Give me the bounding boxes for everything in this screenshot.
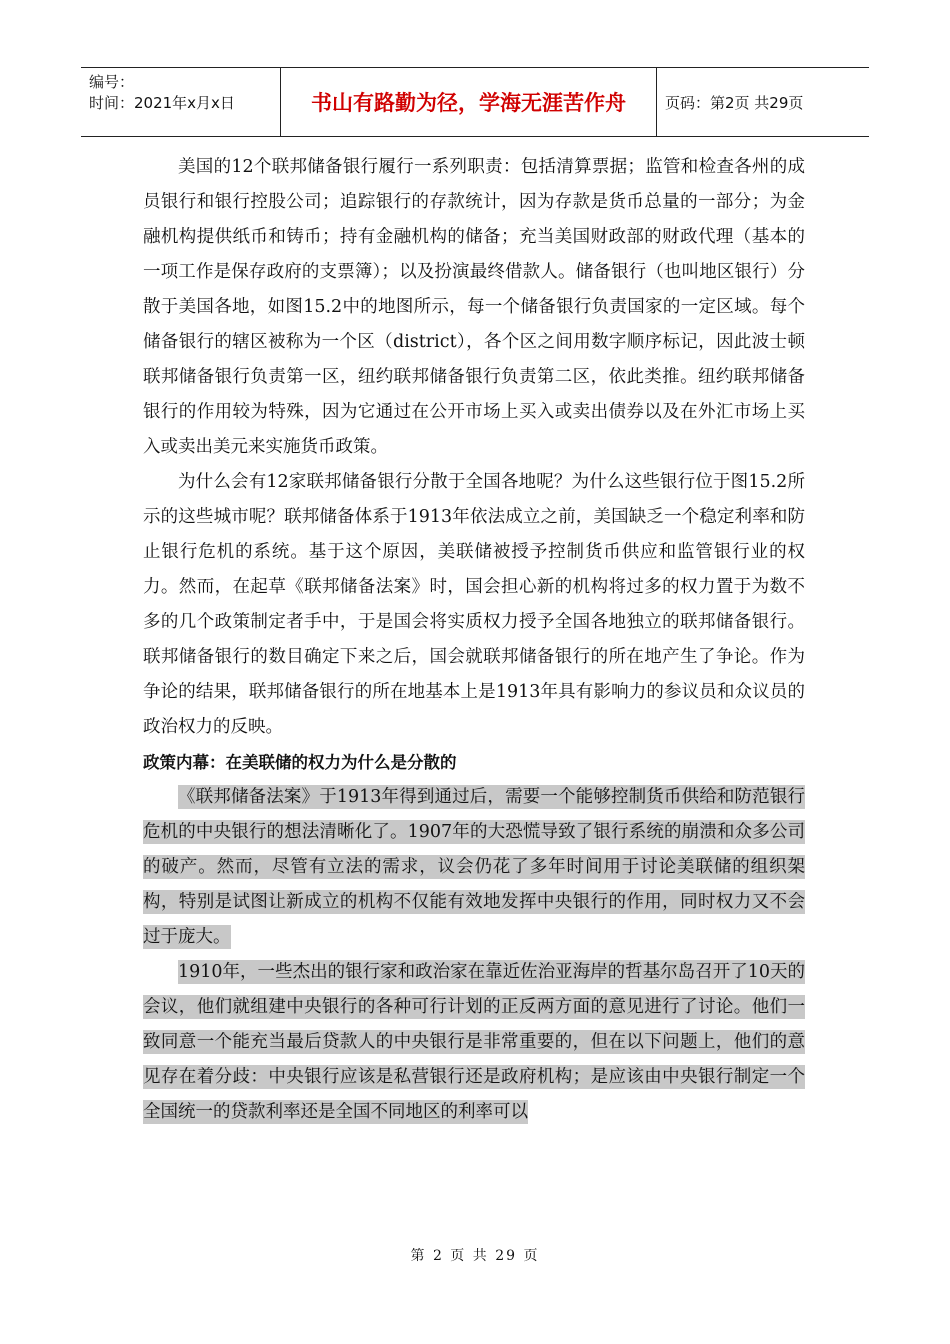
document-date-label: 时间：2021年x月x日 <box>89 94 235 112</box>
page-footer: 第 2 页 共 29 页 <box>410 1248 540 1264</box>
highlighted-text: 1910年，一些杰出的银行家和政治家在靠近佐治亚海岸的哲基尔岛召开了10天的会议，他们就组建中央银行的各种可行计划的正反两方面的意见进行了讨论。他们一致同意一个能充当最后贷款人的中央银行是非常重要的，但在以下问题上，他们的意见存在着分歧：中央银行应该是私营银行还是政府机构；是应该由中央银行制定一个全国统一的贷款利率还是全国不同地区的利率可以 <box>143 962 805 1122</box>
header-meta <box>81 68 281 136</box>
document-body <box>143 150 805 1130</box>
paragraph-why-twelve-banks: 为什么会有12家联邦储备银行分散于全国各地呢？为什么这些银行位于图15.2所示的这些城市呢？联邦储备体系于1913年依法成立之前，美国缺乏一个稳定利率和防止银行危机的系统。基于这个原因，美联储被授予控制货币供应和监管银行业的权力。然而，在起草《联邦储备法案》时，国会担心新的机构将过多的权力置于为数不多的几个政策制定者手中，于是国会将实质权力授予全国各地独立的联邦储备银行。联邦储备银行的数目确定下来之后，国会就联邦储备银行的所在地产生了争论。作为争论的结果，联邦储备银行的所在地基本上是1913年具有影响力的参议员和众议员的政治权力的反映。 <box>143 472 805 737</box>
paragraph-fed-duties: 美国的12个联邦储备银行履行一系列职责：包括清算票据；监管和检查各州的成员银行和银行控股公司；追踪银行的存款统计，因为存款是货币总量的一部分；为金融机构提供纸币和铸币；持有金融机构的储备；充当美国财政部的财政代理（基本的一项工作是保存政府的支票簿）；以及扮演最终借款人。储备银行（也叫地区银行）分散于美国各地，如图15.2中的地图所示，每一个储备银行负责国家的一定区域。每个储备银行的辖区被称为一个区（district），各个区之间用数字顺序标记，因此波士顿联邦储备银行负责第一区，纽约联邦储备银行负责第二区，依此类推。纽约联邦储备银行的作用较为特殊，因为它通过在公开市场上买入或卖出债券以及在外汇市场上买入或卖出美元来实施货币政策。 <box>143 157 805 457</box>
highlighted-text: 《联邦储备法案》于1913年得到通过后，需要一个能够控制货币供给和防范银行危机的中央银行的想法清晰化了。1907年的大恐慌导致了银行系统的崩溃和众多公司的破产。然而，尽管有立法的需求，议会仍花了多年时间用于讨论美联储的组织架构，特别是试图让新成立的机构不仅能有效地发挥中央银行的作用，同时权力又不会过于庞大。 <box>143 787 805 947</box>
page-header <box>81 67 869 137</box>
paragraph-jekyll-island <box>143 955 805 1130</box>
section-heading: 政策内幕：在美联储的权力为什么是分散的 <box>143 753 457 772</box>
header-motto: 书山有路勤为径，学海无涯苦作舟 <box>281 68 657 136</box>
header-page-info: 页码：第2页 共29页 <box>665 93 804 112</box>
paragraph-federal-reserve-act <box>143 780 805 955</box>
document-number-label: 编号： <box>89 73 135 91</box>
